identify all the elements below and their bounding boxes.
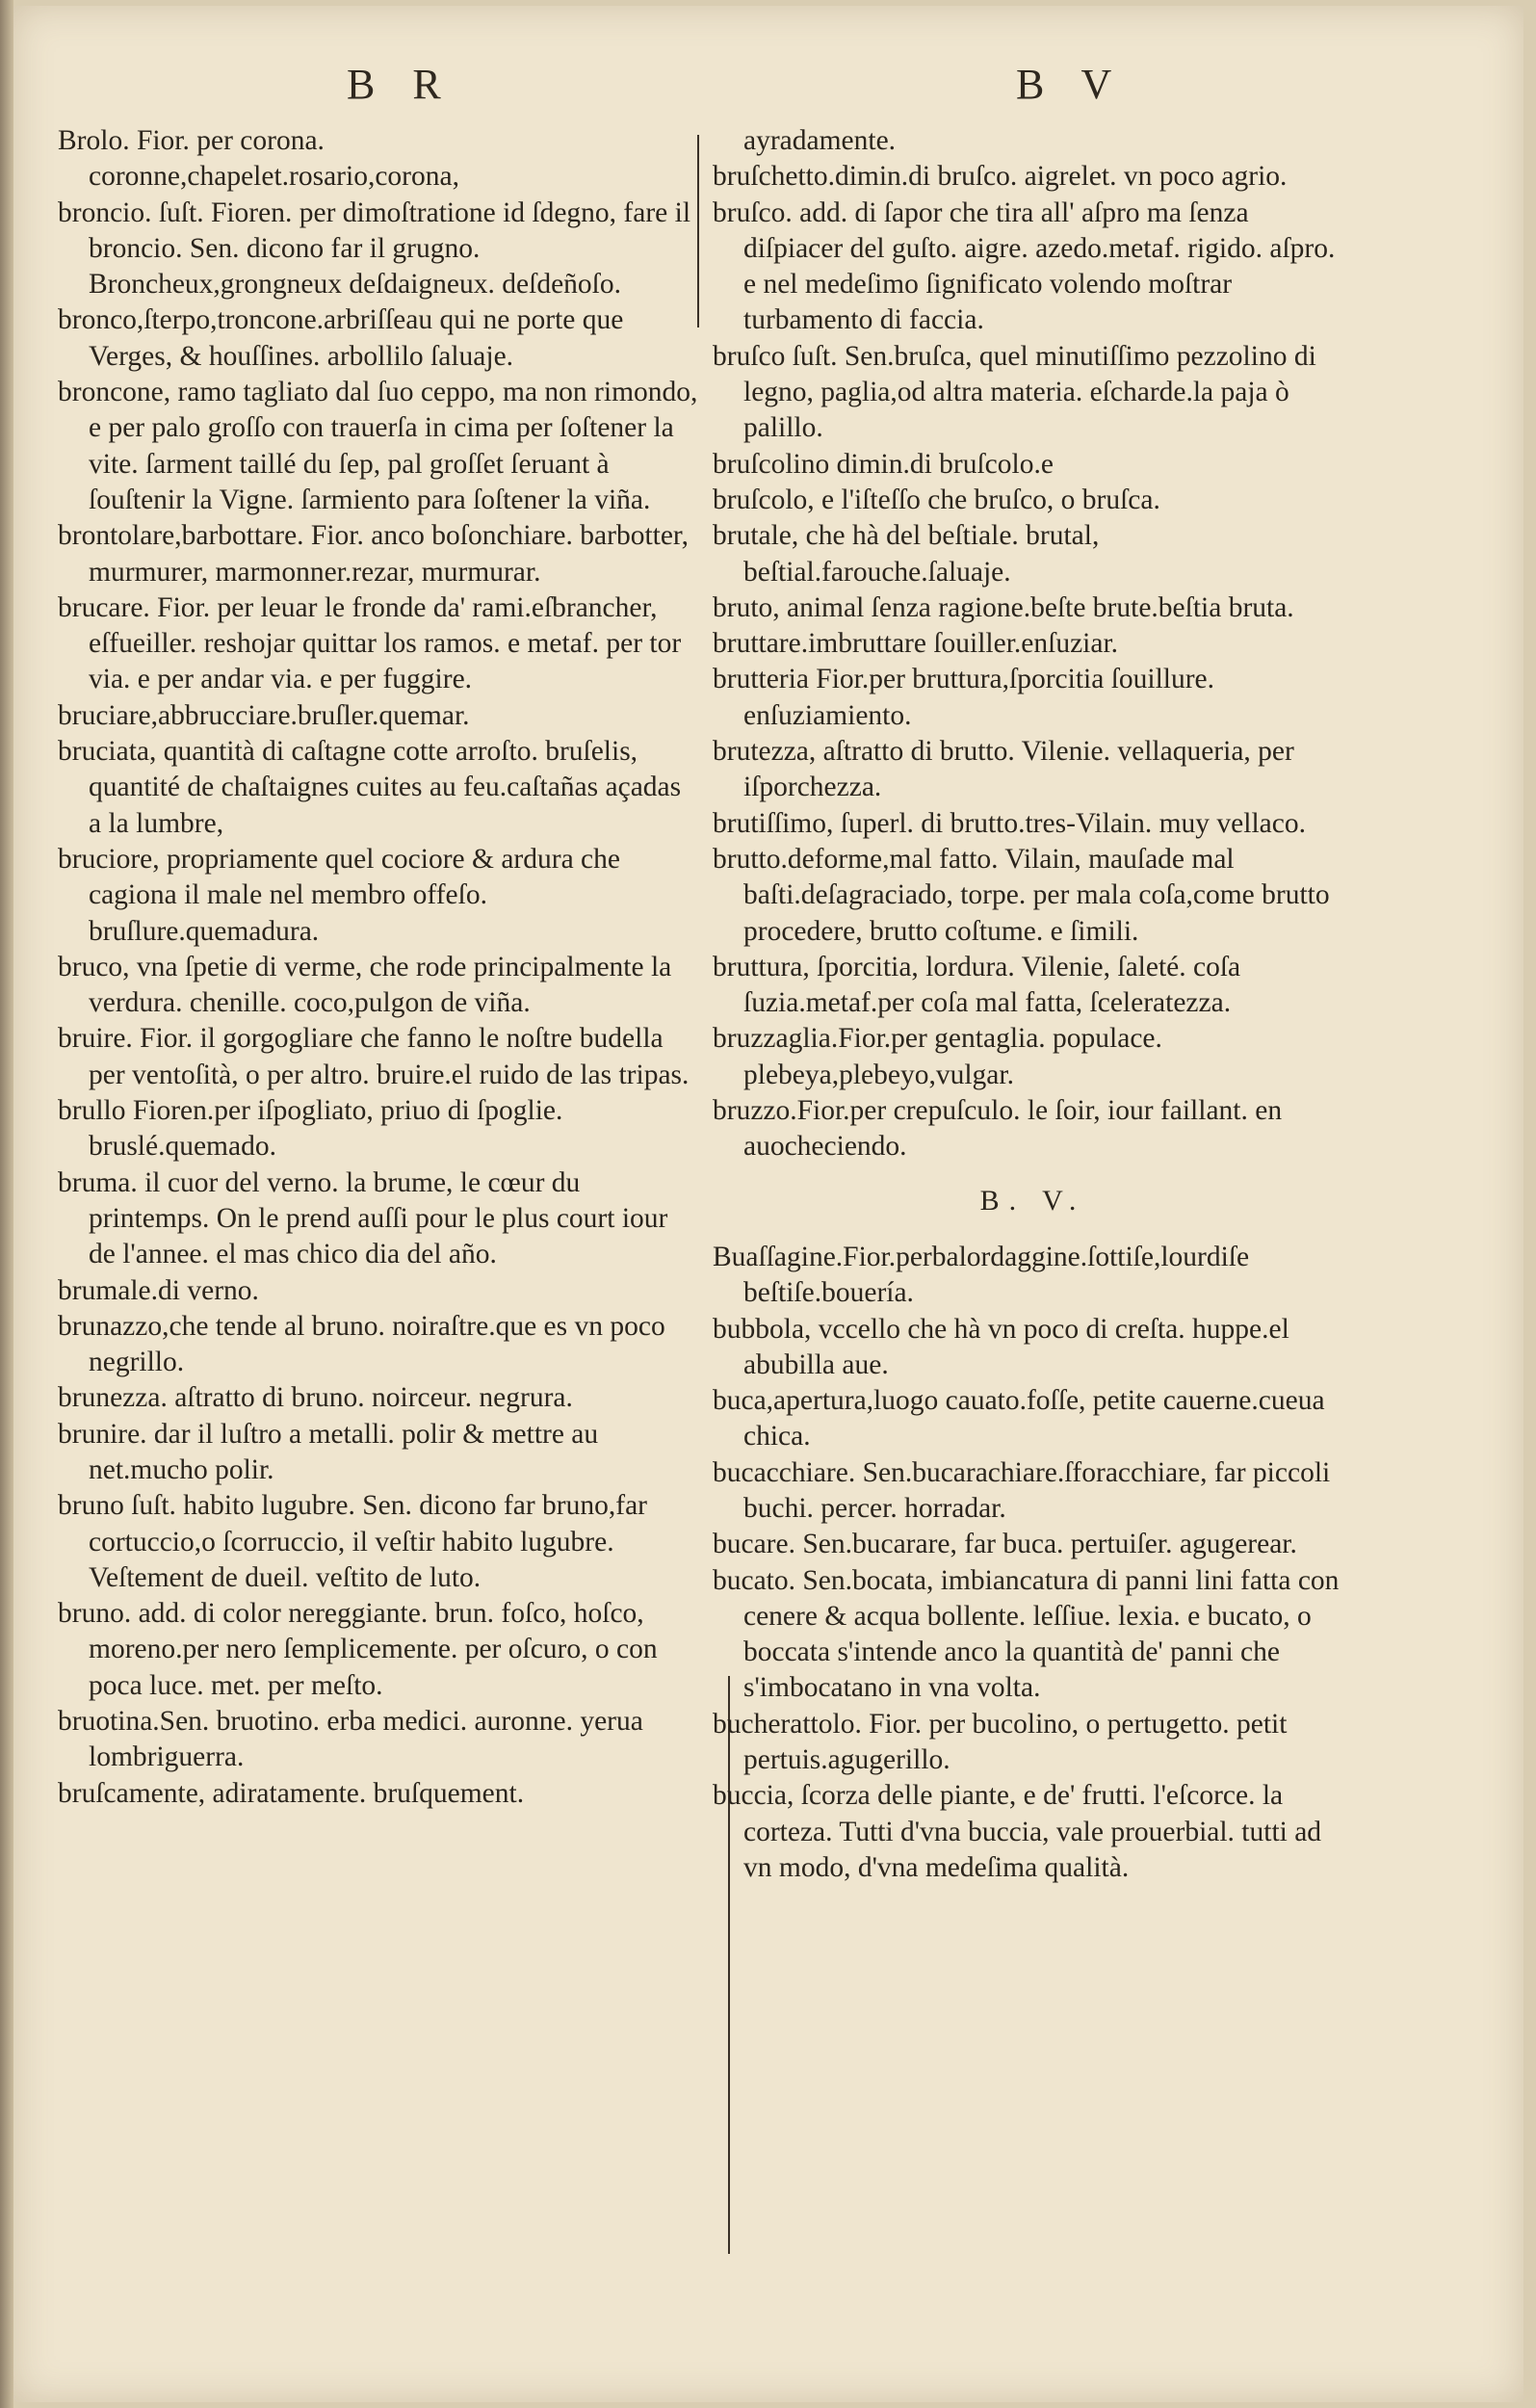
dictionary-entry: Buaſſagine.Fior.perbalordaggine.ſottiſe,lourdiſe beſtiſe.bouería. (713, 1241, 1250, 1309)
dictionary-entry: bruzzo.Fior.per crepuſculo. le ſoir, iour faillant. en auocheciendo. (713, 1095, 1283, 1163)
dictionary-entry: bruſcolo, e l'iſteſſo che bruſco, o bruſca. (713, 484, 1160, 515)
dictionary-entry: brutale, che hà del beſtiale. brutal, beſtial.farouche.ſaluaje. (713, 520, 1100, 588)
dictionary-entry: ayradamente. (743, 125, 897, 156)
right-column-entries (713, 123, 1353, 1165)
right-column-entries-2 (713, 1240, 1353, 1886)
dictionary-entry: bruſcolino dimin.di bruſcolo.e (713, 448, 1054, 480)
dictionary-entry: brutiſſimo, ſuperl. di brutto.tres-Vilain. muy vellaco. (713, 807, 1306, 839)
dictionary-entry: bruire. Fior. il gorgogliare che fanno le noſtre budella per ventoſità, o per altro. bruire.el ruido de las tripas. (58, 1023, 690, 1090)
dictionary-entry: brutto.deforme,mal fatto. Vilain, mauſade mal baſti.deſagraciado, torpe. per mala coſa,come brutto procedere, brutto coſtume. e ſimili. (713, 843, 1330, 947)
dictionary-entry: brunezza. aſtratto di bruno. noirceur. negrura. (58, 1382, 573, 1414)
dictionary-entry: bucherattolo. Fior. per bucolino, o pertugetto. petit pertuis.agugerillo. (713, 1708, 1288, 1776)
dictionary-entry: bubbola, vccello che hà vn poco di creſta. huppe.el abubilla aue. (713, 1313, 1289, 1380)
dictionary-entry: bruno ſuſt. habito lugubre. Sen. dicono far bruno,far cortuccio,o ſcorruccio, il veſtir habito lugubre. Veſtement de dueil. veſtito de luto. (58, 1490, 647, 1593)
dictionary-entry: bruſchetto.dimin.di bruſco. aigrelet. vn poco agrio. (713, 161, 1288, 193)
dictionary-entry: Brolo. Fior. per corona. coronne,chapelet.rosario,corona, (58, 125, 459, 193)
dictionary-entry: bruno. add. di color nereggiante. brun. foſco, hoſco, moreno.per nero ſemplicemente. per oſcuro, o con poca luce. met. per meſto. (58, 1598, 658, 1701)
dictionary-entry: brucare. Fior. per leuar le fronde da' rami.eſbrancher, eſfueiller. reshojar quittar los ramos. e metaf. per tor via. e per andar via. e per fuggire. (58, 591, 682, 695)
dictionary-entry: brutezza, aſtratto di brutto. Vilenie. vellaqueria, per iſporchezza. (713, 736, 1294, 803)
dictionary-entry: bruttare.imbruttare ſouiller.enſuziar. (713, 628, 1119, 660)
dictionary-entry: buca,apertura,luogo cauato.foſſe, petite cauerne.cueua chica. (713, 1385, 1325, 1453)
dictionary-entry: bruma. il cuor del verno. la brume, le cœur du printemps. On le prend auſſi pour le plus court iour de l'annee. el mas chico dia del año. (58, 1166, 668, 1270)
dictionary-entry: brumale.di verno. (58, 1274, 259, 1306)
dictionary-entry: bucacchiare. Sen.bucarachiare.ſforacchiare, far piccoli buchi. percer. horradar. (713, 1456, 1331, 1524)
dictionary-entry: brutteria Fior.per bruttura,ſporcitia ſouillure. enſuziamiento. (713, 664, 1215, 731)
dictionary-entry: brullo Fioren.per iſpogliato, priuo di ſpoglie. bruslé.quemado. (58, 1095, 563, 1163)
dictionary-entry: bruciata, quantità di caſtagne cotte arroſto. bruſelis, quantité de chaſtaignes cuites au feu.caſtañas açadas a la lumbre, (58, 736, 682, 839)
dictionary-entry: brunire. dar il luſtro a metalli. polir & mettre au net.mucho polir. (58, 1418, 599, 1485)
dictionary-entry: bruotina.Sen. bruotino. erba medici. auronne. yerua lombriguerra. (58, 1706, 643, 1773)
dictionary-entry: bruto, animal ſenza ragione.beſte brute.beſtia bruta. (713, 591, 1294, 623)
dictionary-entry: bruco, vna ſpetie di verme, che rode principalmente la verdura. chenille. coco,pulgon de viña. (58, 951, 672, 1019)
dictionary-entry: bruciare,abbrucciare.bruſler.quemar. (58, 699, 470, 731)
dictionary-entry: bucato. Sen.bocata, imbiancatura di panni lini fatta con cenere & acqua bollente. leſſiue. lexia. e bucato, o boccata s'intende anco la quantità de' panni che s'imbocatano in vna volta. (713, 1564, 1340, 1704)
dictionary-entry: bruttura, ſporcitia, lordura. Vilenie, ſaleté. coſa ſuzia.metaf.per coſa mal fatta, ſceleratezza. (713, 951, 1241, 1019)
left-column (58, 123, 698, 1812)
dictionary-entry: bronco,ſterpo,troncone.arbriſſeau qui ne porte que Verges, & houſſines. arbollilo ſaluaje. (58, 304, 624, 372)
dictionary-entry: bruciore, propriamente quel cociore & ardura che cagiona il male nel membro offeſo. bruſlure.quemadura. (58, 843, 620, 947)
dictionary-entry: bruſcamente, adiratamente. bruſquement. (58, 1777, 525, 1809)
dictionary-entry: buccia, ſcorza delle piante, e de' frutti. l'eſcorce. la corteza. Tutti d'vna buccia, vale prouerbial. tutti ad vn modo, d'vna medeſima qualità. (713, 1780, 1322, 1883)
running-head-right: B V (1016, 61, 1126, 108)
dictionary-entry: bruſco ſuſt. Sen.bruſca, quel minutiſſimo pezzolino di legno, paglia,od altra materia. eſcharde.la paja ò palillo. (713, 340, 1316, 444)
dictionary-entry: broncone, ramo tagliato dal ſuo ceppo, ma non rimondo, e per palo groſſo con trauerſa in cima per ſoſtener la vite. ſarment taillé du ſep, pal groſſet ſeruant à ſouſtenir la Vigne. ſarmiento para ſoſtener la viña. (58, 377, 698, 515)
dictionary-entry: broncio. ſuſt. Fioren. per dimoſtratione id ſdegno, fare il broncio. Sen. dicono far il grugno. Broncheux,grongneux deſdaigneux. deſdeñoſo. (58, 196, 691, 301)
dictionary-entry: brunazzo,che tende al bruno. noiraſtre.que es vn poco negrillo. (58, 1310, 665, 1378)
dictionary-entry: bruſco. add. di ſapor che tira all' aſpro ma ſenza diſpiacer del guſto. aigre. azedo.metaf. rigido. aſpro. e nel medeſimo ſignificato volendo moſtrar turbamento di faccia. (713, 196, 1336, 336)
dictionary-entry: bucare. Sen.bucarare, far buca. pertuiſer. agugerear. (713, 1529, 1297, 1560)
section-subheading: B. V. (979, 1184, 1086, 1217)
dictionary-entry: brontolare,barbottare. Fior. anco boſonchiare. barbotter, murmurer, marmonner.rezar, murmurar. (58, 520, 689, 588)
right-column (713, 123, 1353, 1886)
dictionary-entry: bruzzaglia.Fior.per gentaglia. populace. plebeya,plebeyo,vulgar. (713, 1023, 1162, 1090)
page-edge-shadow (0, 0, 13, 2408)
running-head-left: B R (347, 61, 455, 108)
